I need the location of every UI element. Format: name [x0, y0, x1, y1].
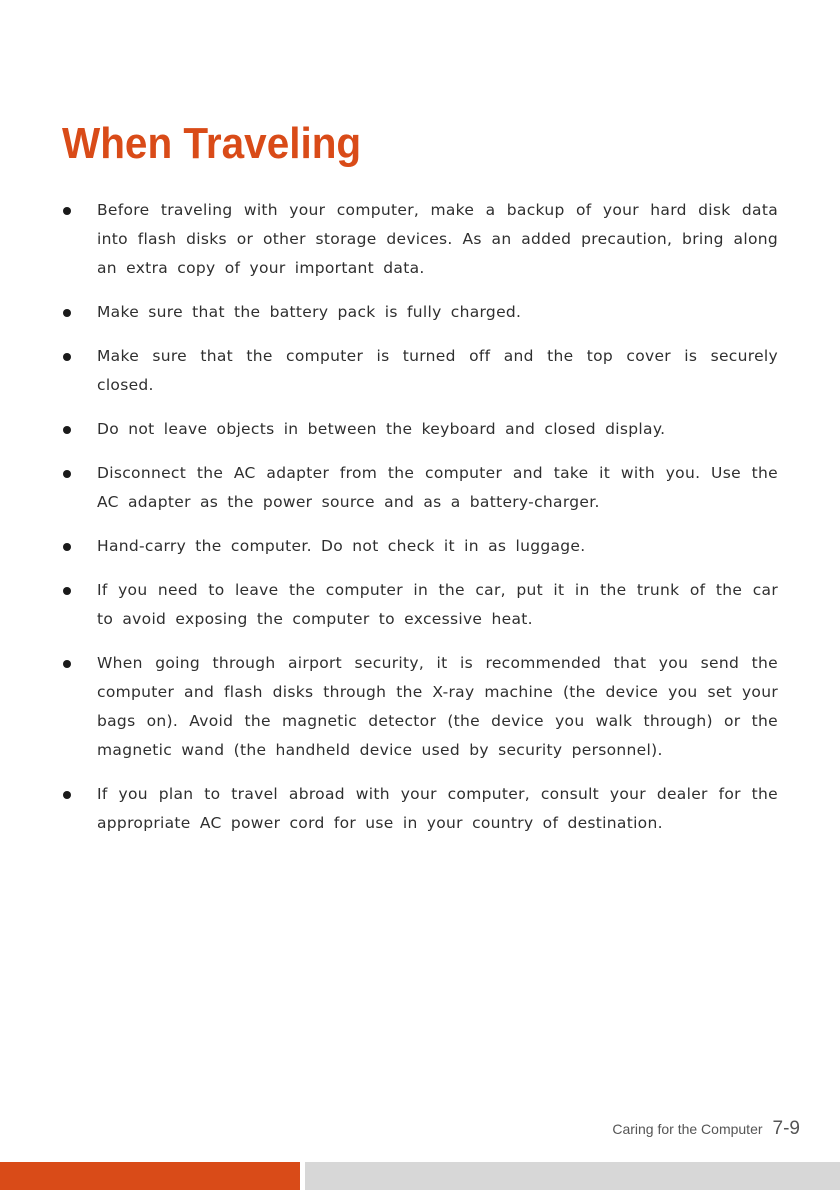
bullet-icon: [63, 543, 71, 551]
list-item: [0, 298, 840, 327]
list-item: [0, 342, 840, 400]
page-number: 7-9: [772, 1118, 800, 1139]
footer-bar: [0, 1162, 840, 1190]
list-item-text: Do not leave objects in between the keyboard and closed display.: [97, 420, 666, 438]
footer-bar-gray: [305, 1162, 840, 1190]
bullet-icon: [63, 207, 71, 215]
bullet-icon: [63, 791, 71, 799]
page-footer: [612, 1118, 800, 1140]
bullet-icon: [63, 660, 71, 668]
list-item: [0, 415, 840, 444]
bullet-icon: [63, 470, 71, 478]
list-item: [0, 780, 840, 838]
list-item-text: Before traveling with your computer, make a backup of your hard disk data into flash disks or other storage devices. As an added precaution, bring along an extra copy of your important data.: [97, 201, 778, 277]
list-item-text: Make sure that the battery pack is fully charged.: [97, 303, 522, 321]
list-item: [0, 196, 840, 283]
bullet-icon: [63, 587, 71, 595]
list-item: [0, 649, 840, 765]
list-item-text: When going through airport security, it is recommended that you send the computer and flash disks through the X-ray machine (the device you set your bags on). Avoid the magnetic detector (the device you walk through) or the magnetic wand (the handheld device used by security personnel).: [97, 654, 778, 759]
list-item-text: If you need to leave the computer in the car, put it in the trunk of the car to avoid exposing the computer to excessive heat.: [97, 581, 778, 628]
bullet-list: [0, 196, 840, 853]
footer-section-title: Caring for the Computer: [612, 1121, 763, 1137]
bullet-icon: [63, 353, 71, 361]
list-item-text: Make sure that the computer is turned off and the top cover is securely closed.: [97, 347, 778, 394]
list-item-text: If you plan to travel abroad with your computer, consult your dealer for the appropriate AC power cord for use in your country of destination.: [97, 785, 778, 832]
list-item: [0, 459, 840, 517]
list-item-text: Disconnect the AC adapter from the computer and take it with you. Use the AC adapter as the power source and as a battery-charger.: [97, 464, 778, 511]
page-title: When Traveling: [62, 119, 362, 168]
footer-bar-accent: [0, 1162, 300, 1190]
list-item: [0, 576, 840, 634]
bullet-icon: [63, 426, 71, 434]
bullet-icon: [63, 309, 71, 317]
list-item: [0, 532, 840, 561]
list-item-text: Hand-carry the computer. Do not check it in as luggage.: [97, 537, 586, 555]
